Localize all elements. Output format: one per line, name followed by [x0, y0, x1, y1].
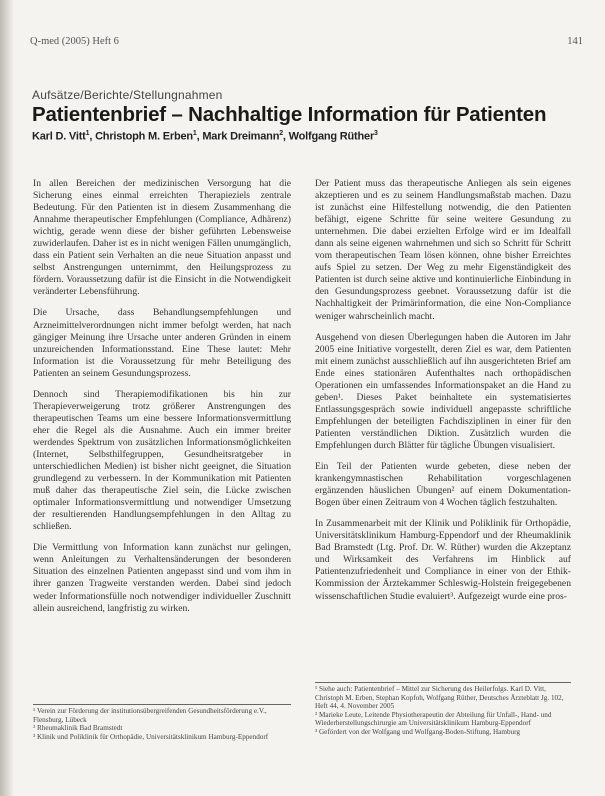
footnote: ¹ Verein zur Förderung der institutionsübergreifenden Gesundheitsförderung e.V., Flensburg, Lübeck — [33, 707, 267, 724]
paragraph: Die Ursache, dass Behandlungsempfehlungen und Arzneimittelverordnungen nicht immer befolgt werden, hat nach gängiger Meinung ihre Ursache unter anderen Gründen in einem unzureichenden Informationsstand. Eine These lautet: Mehr Information ist die Voraussetzung für mehr Beteiligung des Patienten an seinem Gesundungsprozess. — [33, 307, 291, 379]
journal-issue: Q-med (2005) Heft 6 — [30, 36, 119, 47]
paragraph: Dennoch sind Therapiemodifikationen bis hin zur Therapieverweigerung trotz größerer Anstrengungen des therapeutischen Teams um eine bessere Informationsvermittlung eher die Regel als die Ausnahme. Auch ein immer breiter werdendes Spektrum von zusätzlichen Informationsmöglichkeiten (Internet, Selbsthilfegruppen, Gesundheitsratgeber in unterschiedlichen Medien) ist bisher nicht geeignet, die Situation grundlegend zu verbessern. In der Kommunikation mit Patienten muß daher das therapeutische Ziel sein, die Lücke zwischen optimaler Informationsvermittlung und notwendiger Umsetzung der resultierenden Handlungsempfehlungen in den Alltag zu schließen. — [33, 388, 291, 533]
paragraph: In allen Bereichen der medizinischen Versorgung hat die Sicherung eines einmal erreichten Therapieziels zentrale Bedeutung. Für den Patienten ist in diesem Zusammenhang die Annahme therapeutischer Empfehlungen (Compliance, Adhärenz) wichtig, gerade wenn diese der bisher geführten Lebensweise zuwiderlaufen. Daher ist es in nicht wenigen Fällen unumgänglich, dass ein Patient sein Verhalten an die neue Situation anpasst und selbst Anstrengungen unternimmt, den Heilungsprozess zu fördern. Voraussetzung dafür ist die Einsicht in die Notwendigkeit veränderter Lebensführung. — [33, 178, 291, 298]
author-affiliation-mark: 2 — [279, 130, 283, 137]
footnote: ² Rheumaklinik Bad Bramstedt — [33, 724, 123, 733]
author-name: Christoph M. Erben — [95, 130, 193, 143]
paragraph: Ausgehend von diesen Überlegungen haben die Autoren im Jahr 2005 eine Initiative vorgestellt, deren Ziel es war, dem Patienten mit einem zunächst ausschließlich auf ihn ausgerichteten Brief am Ende eines stationären Aufenthaltes nach orthopädischen Operationen ein umfassendes Informationspaket an die Hand zu geben¹. Dieses Paket beinhaltete ein systematisiertes Entlassungsgespräch sowie individuell angepasste schriftliche Empfehlungen der beteiligten Fachdisziplinen in einer für den Patienten verständlichen Diktion. Zusätzlich wurden die Empfehlungen durch Blätter für tägliche Übungen visualisiert. — [315, 331, 571, 451]
running-header — [30, 36, 583, 50]
footnotes-affiliations — [33, 704, 291, 741]
footnote: ³ Klinik und Poliklinik für Orthopädie, Universitätsklinikum Hamburg-Eppendorf — [33, 732, 269, 741]
footnotes-references — [315, 682, 571, 737]
author-affiliation-mark: 1 — [192, 130, 197, 137]
footnote: ¹ Siehe auch: Patientenbrief – Mittel zur Sicherung des Heilerfolgs. Karl D. Vitt, Christoph M. Erben, Stephan Kopfoh, Wolfgang Rüther, Deutsches Ärzteblatt Jg. 102, Heft 44, 4. November 2005 — [315, 685, 564, 711]
author-name: Mark Dreimann — [202, 130, 280, 143]
footnote: ² Marieke Leute, Leitende Physiotherapeutin der Abteilung für Unfall-, Hand- und Wiederherstellungschirurgie am Universitätsklinikum Hamburg-Eppendorf — [315, 710, 552, 728]
author-affiliation-mark: 3 — [374, 130, 378, 137]
paragraph: In Zusammenarbeit mit der Klinik und Poliklinik für Orthopädie, Universitätsklinikum Hamburg-Eppendorf und der Rheumaklinik Bad Bramstedt (Ltg. Prof. Dr. W. Rüther) wurden die Akzeptanz und Wirksamkeit des Verfahrens im Hinblick auf Patientenzufriedenheit und Compliance in einer von der Ethik-Kommission der Ärztekammer Schleswig-Holstein freigegebenen wissenschaftlichen Studie evaluiert³. Aufgezeigt wurde eine pros- — [315, 518, 571, 602]
body-column-right — [315, 178, 571, 612]
body-column-left — [33, 178, 291, 624]
page-number: 141 — [567, 36, 583, 47]
footnote: ³ Gefördert von der Wolfgang und Wolfgang-Boden-Stiftung, Hamburg — [315, 727, 521, 736]
article-title: Patientenbrief – Nachhaltige Information für Patienten — [32, 103, 547, 126]
paragraph: Ein Teil der Patienten wurde gebeten, diese neben der krankengymnastischen Rehabilitation vorgeschlagenen ergänzenden häuslichen Übungen² auf einem Dokumentation-Bogen über einen Zeitraum von 4 Wochen täglich festzuhalten. — [315, 461, 571, 509]
paragraph: Der Patient muss das therapeutische Anliegen als sein eigenes akzeptieren und es zu seinem Handlungsmaßstab machen. Dazu ist zunächst eine Hilfestellung notwendig, die den Patienten befähigt, eigene Schritte für seine weitere Gesundung zu unternehmen. Die dabei erzielten Erfolge wird er im Idealfall dann als seine eigenen wahrnehmen und sich so Schritt für Schritt vom therapeutischen Team lösen können, ohne bisher Erreichtes aufs Spiel zu setzen. Der Weg zu mehr Eigenständigkeit des Patienten ist durch seine aktive und kontinuierliche Einbindung in den Gesundungsprozess geebnet. Voraussetzung dafür ist die Nachhaltigkeit der Primärinformation, die eine Non-Compliance weniger wahrscheinlich macht. — [315, 178, 571, 322]
author-affiliation-mark: 1 — [85, 130, 90, 137]
section-label: Aufsätze/Berichte/Stellungnahmen — [32, 88, 223, 102]
author-name: Wolfgang Rüther — [288, 130, 375, 143]
author-name: Karl D. Vitt — [32, 130, 86, 143]
author-list: Karl D. Vitt$^1$, Christoph M. Erben$^1$, Mark Dreimann$^2$, Wolfgang Rüther$^3$ — [32, 130, 378, 143]
paragraph: Die Vermittlung von Information kann zunächst nur gelingen, wenn Anleitungen zu Verhaltensänderungen der besonderen Situation des einzelnen Patienten angepasst sind und vom ihm in ihrer ganzen Tragweite verstanden werden. Dabei sind jedoch weder Informationsfülle noch notwendiger individueller Zuschnitt allein ausreichend, langfristig zu wirken. — [33, 542, 291, 614]
